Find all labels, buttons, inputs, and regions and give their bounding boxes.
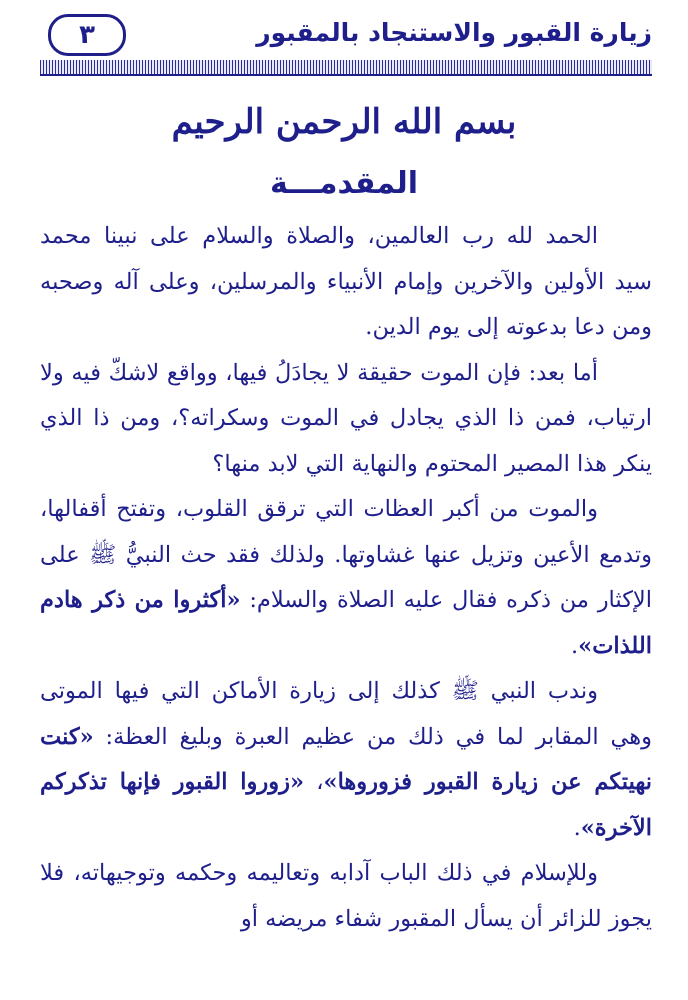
paragraph-3-text: والموت من أكبر العظات التي ترقق القلوب، وتفتح أقفالها، وتدمع الأعين وتزيل عنها غشاوتها. ولذلك فقد حث النبيُّ ﷺ على الإكثار من ذكره فقال عليه الصلاة والسلام: — [40, 496, 652, 613]
body-text — [40, 214, 652, 942]
paragraph-2: أما بعد: فإن الموت حقيقة لا يجادَلُ فيها، وواقع لاشكّ فيه ولا ارتياب، فمن ذا الذي يجادل في الموت وسكراته؟، ومن ذا الذي ينكر هذا المصير المحتوم والنهاية التي لابد منها؟ — [40, 359, 652, 477]
paragraph-1: الحمد لله رب العالمين، والصلاة والسلام على نبينا محمد سيد الأولين والآخرين وإمام الأنبياء والمرسلين، وعلى آله وصحبه ومن دعا بدعوته إلى يوم الدين. — [40, 223, 652, 340]
paragraph-3-end: . — [570, 632, 579, 659]
running-title: زيارة القبور والاستنجاد بالمقبور — [256, 18, 652, 47]
hadith-quote: «زوروا القبور فإنها تذكركم الآخرة» — [40, 769, 652, 841]
paragraph-3 — [40, 487, 652, 669]
basmala-calligraphy: بسم الله الرحمن الرحيم — [171, 102, 517, 142]
hadith-quote: «أكثروا من ذكر هادم اللذات» — [40, 587, 652, 659]
section-title: المقدمـــة — [269, 166, 419, 201]
header-divider — [40, 60, 652, 76]
paragraph-4-end: . — [573, 814, 581, 841]
paragraph-4 — [40, 669, 652, 851]
paragraph-5: وللإسلام في ذلك الباب آدابه وتعاليمه وحكمه وتوجيهاته، فلا يجوز للزائر أن يسأل المقبور شفاء مريضه أو — [40, 860, 652, 932]
page-number-badge: ٣ — [48, 14, 126, 56]
paragraph-4-separator: ، — [316, 769, 324, 795]
page-header — [40, 12, 652, 58]
hadith-quote: «كنت نهيتكم عن زيارة القبور فزوروها» — [40, 723, 652, 795]
paragraph-4-text: وندب النبي ﷺ كذلك إلى زيارة الأماكن التي فيها الموتى وهي المقابر لما في ذلك من عظيم العبرة وبليغ العظة: — [40, 678, 652, 750]
